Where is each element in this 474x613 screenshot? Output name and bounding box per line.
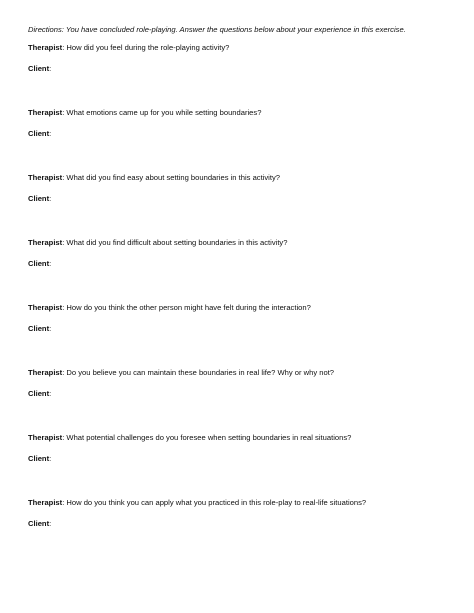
client-answer [28,453,468,464]
client-label: Client [28,324,50,333]
therapist-label: Therapist [28,303,63,312]
question-text: : What emotions came up for you while setting boundaries? [62,108,262,117]
client-colon: : [49,194,52,203]
therapist-question [28,42,468,53]
therapist-label: Therapist [28,368,63,377]
client-answer [28,128,468,139]
client-colon: : [49,129,52,138]
client-label: Client [28,64,50,73]
client-label: Client [28,129,50,138]
client-colon: : [49,64,52,73]
question-block-8 [28,497,468,529]
question-block-4 [28,237,468,269]
question-block-7 [28,432,468,464]
question-block-3 [28,172,468,204]
therapist-question [28,432,468,443]
question-text: : Do you believe you can maintain these boundaries in real life? Why or why not? [62,368,335,377]
therapist-question [28,497,468,508]
client-answer [28,323,468,334]
client-answer [28,518,468,529]
question-block-5 [28,302,468,334]
therapist-question [28,367,468,378]
question-text: : How did you feel during the role-playing activity? [62,43,230,52]
client-answer [28,258,468,269]
therapist-label: Therapist [28,108,63,117]
therapist-label: Therapist [28,43,63,52]
client-colon: : [49,454,52,463]
client-answer [28,63,468,74]
question-block-6 [28,367,468,399]
therapist-question [28,302,468,313]
question-text: : How do you think the other person might have felt during the interaction? [62,303,311,312]
question-text: : What did you find easy about setting boundaries in this activity? [62,173,280,182]
therapist-label: Therapist [28,433,63,442]
therapist-question [28,237,468,248]
therapist-question [28,107,468,118]
therapist-question [28,172,468,183]
client-colon: : [49,259,52,268]
question-text: : How do you think you can apply what you practiced in this role-play to real-life situations? [62,498,367,507]
therapist-label: Therapist [28,238,63,247]
client-answer [28,388,468,399]
client-label: Client [28,259,50,268]
therapist-label: Therapist [28,498,63,507]
question-block-2 [28,107,468,139]
client-label: Client [28,519,50,528]
client-label: Client [28,454,50,463]
client-label: Client [28,194,50,203]
client-answer [28,193,468,204]
client-colon: : [49,324,52,333]
question-block-1 [28,42,468,74]
question-text: : What did you find difficult about setting boundaries in this activity? [62,238,288,247]
client-label: Client [28,389,50,398]
therapist-label: Therapist [28,173,63,182]
client-colon: : [49,519,52,528]
question-text: : What potential challenges do you foresee when setting boundaries in real situations? [62,433,352,442]
client-colon: : [49,389,52,398]
directions-text: Directions: You have concluded role-playing. Answer the questions below about your experience in this exercise. [28,25,406,34]
